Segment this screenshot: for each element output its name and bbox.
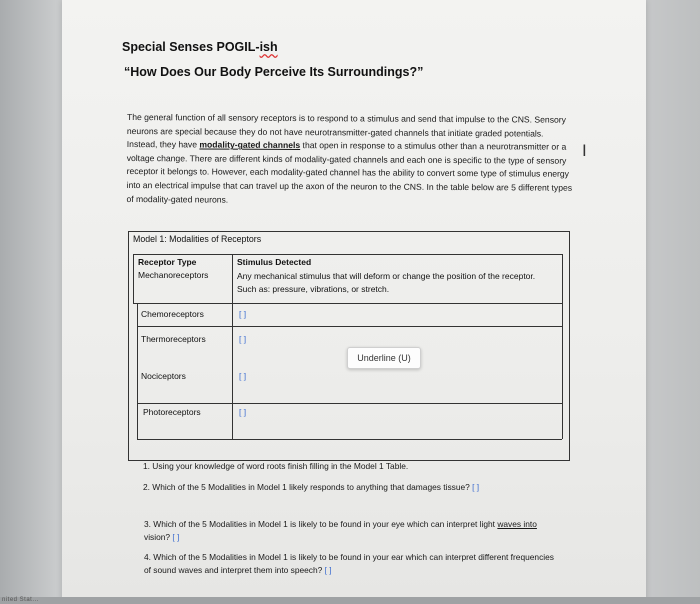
- answer-blank[interactable]: [ ]: [472, 482, 480, 492]
- receptor-type-cell: Chemoreceptors: [141, 309, 204, 319]
- bottom-edge: [0, 597, 700, 604]
- table-border-left: [137, 303, 138, 439]
- text-cursor-icon: Ι: [582, 141, 587, 160]
- question-3: 3. Which of the 5 Modalities in Model 1 is likely to be found in your eye which can interpret light waves into vision? [ ]: [144, 519, 537, 542]
- table-column-divider: [232, 254, 233, 439]
- model-title: Model 1: Modalities of Receptors: [133, 234, 262, 244]
- table-row-divider: [137, 326, 562, 327]
- table-border-top: [133, 254, 562, 255]
- receptor-type-cell: Nociceptors: [141, 371, 186, 381]
- receptor-type-cell: Thermoreceptors: [141, 334, 206, 344]
- intro-paragraph[interactable]: The general function of all sensory receptors is to respond to a stimulus and send that impulse to the CNS. Sensory neurons are special because they do not have neurotransmitter-gated channels that initiate graded potentials. Instead, they have modality-gated channels that open in response to a stimulus other than a neurotransmitter or a voltage change. There are different kinds of modality-gated channels and each one is specific to the type of sensory receptor it belongs to. However, each modality-gated channel has the ability to convert some type of stimulus energy into an electrical impulse that can travel up the axon of the neuron to the CNS. In the table below are 5 different types of modality-gated neurons.: [126, 111, 573, 205]
- table-border-left: [133, 254, 134, 304]
- column-header-receptor: Receptor Type: [138, 257, 197, 267]
- corner-label: nited Stat...: [2, 597, 39, 603]
- table-border-right: [562, 254, 563, 439]
- table-row-divider: [137, 403, 562, 404]
- table-row-divider: [137, 439, 562, 440]
- bold-term: modality-gated channels: [199, 139, 301, 151]
- receptor-type-cell: Photoreceptors: [143, 407, 201, 417]
- answer-blank[interactable]: [ ]: [239, 371, 247, 381]
- underline-tooltip: Underline (U): [347, 347, 421, 369]
- answer-blank[interactable]: [ ]: [239, 334, 247, 344]
- question-1: 1. Using your knowledge of word roots finish filling in the Model 1 Table.: [143, 461, 409, 471]
- page-title: Special Senses POGIL-ish: [122, 40, 278, 54]
- question-2: 2. Which of the 5 Modalities in Model 1 likely responds to anything that damages tissue? [ ]: [143, 482, 480, 492]
- stimulus-cell[interactable]: Any mechanical stimulus that will deform or change the position of the receptor. Such as: pressure, vibrations, or stretch.: [237, 271, 536, 294]
- question-4: 4. Which of the 5 Modalities in Model 1 is likely to be found in your ear which can interpret different frequencies of sound waves and interpret them into speech? [ ]: [144, 552, 554, 575]
- answer-blank[interactable]: [ ]: [324, 564, 332, 575]
- receptor-type-cell: Mechanoreceptors: [138, 270, 209, 280]
- answer-blank[interactable]: [ ]: [239, 309, 247, 319]
- column-header-stimulus: Stimulus Detected: [237, 257, 312, 267]
- spellcheck-word[interactable]: ish: [259, 40, 278, 54]
- answer-blank[interactable]: [ ]: [239, 407, 247, 417]
- answer-blank[interactable]: [ ]: [172, 531, 180, 542]
- page-subtitle: “How Does Our Body Perceive Its Surroundings?”: [124, 65, 424, 79]
- table-row-divider: [133, 303, 562, 304]
